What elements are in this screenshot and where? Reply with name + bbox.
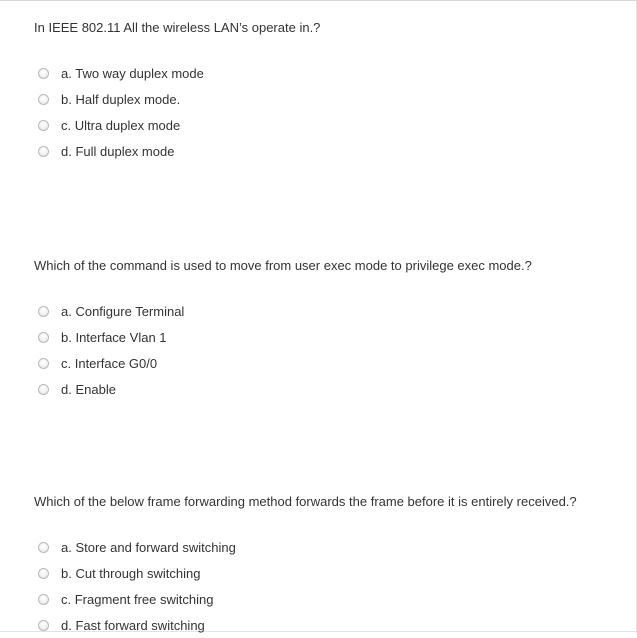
option-label: a. Store and forward switching bbox=[61, 539, 236, 555]
radio-button[interactable] bbox=[38, 568, 49, 579]
radio-button[interactable] bbox=[38, 384, 49, 395]
option-label: d. Enable bbox=[61, 381, 116, 397]
question-1-option-c[interactable] bbox=[34, 112, 634, 138]
question-1 bbox=[34, 20, 634, 164]
radio-button[interactable] bbox=[38, 306, 49, 317]
question-1-option-d[interactable] bbox=[34, 138, 634, 164]
question-1-text: In IEEE 802.11 All the wireless LAN’s operate in.? bbox=[34, 20, 321, 35]
question-2 bbox=[34, 258, 634, 402]
question-2-option-c[interactable] bbox=[34, 350, 634, 376]
option-label: c. Ultra duplex mode bbox=[61, 117, 181, 133]
question-1-options bbox=[34, 60, 634, 164]
option-label: b. Cut through switching bbox=[61, 565, 201, 581]
question-3-option-a[interactable] bbox=[34, 534, 634, 560]
radio-button[interactable] bbox=[38, 542, 49, 553]
option-label: c. Interface G0/0 bbox=[61, 355, 158, 371]
top-divider bbox=[0, 0, 637, 1]
question-2-options bbox=[34, 298, 634, 402]
option-label: b. Half duplex mode. bbox=[61, 91, 181, 107]
radio-button[interactable] bbox=[38, 120, 49, 131]
question-3-option-d[interactable] bbox=[34, 612, 634, 638]
option-label: b. Interface Vlan 1 bbox=[61, 329, 167, 345]
option-label: a. Two way duplex mode bbox=[61, 65, 204, 81]
radio-button[interactable] bbox=[38, 620, 49, 631]
option-label: c. Fragment free switching bbox=[61, 591, 214, 607]
question-2-text: Which of the command is used to move from user exec mode to privilege exec mode.? bbox=[34, 258, 532, 273]
radio-button[interactable] bbox=[38, 332, 49, 343]
question-3-option-b[interactable] bbox=[34, 560, 634, 586]
question-3 bbox=[34, 494, 634, 638]
radio-button[interactable] bbox=[38, 146, 49, 157]
option-label: d. Full duplex mode bbox=[61, 143, 175, 159]
question-3-text: Which of the below frame forwarding method forwards the frame before it is entirely received.? bbox=[34, 494, 577, 509]
option-label: d. Fast forward switching bbox=[61, 617, 205, 633]
question-2-option-d[interactable] bbox=[34, 376, 634, 402]
question-1-option-b[interactable] bbox=[34, 86, 634, 112]
radio-button[interactable] bbox=[38, 358, 49, 369]
question-2-option-a[interactable] bbox=[34, 298, 634, 324]
question-1-option-a[interactable] bbox=[34, 60, 634, 86]
option-label: a. Configure Terminal bbox=[61, 303, 185, 319]
question-2-option-b[interactable] bbox=[34, 324, 634, 350]
radio-button[interactable] bbox=[38, 594, 49, 605]
question-3-option-c[interactable] bbox=[34, 586, 634, 612]
question-3-options bbox=[34, 534, 634, 638]
radio-button[interactable] bbox=[38, 94, 49, 105]
radio-button[interactable] bbox=[38, 68, 49, 79]
